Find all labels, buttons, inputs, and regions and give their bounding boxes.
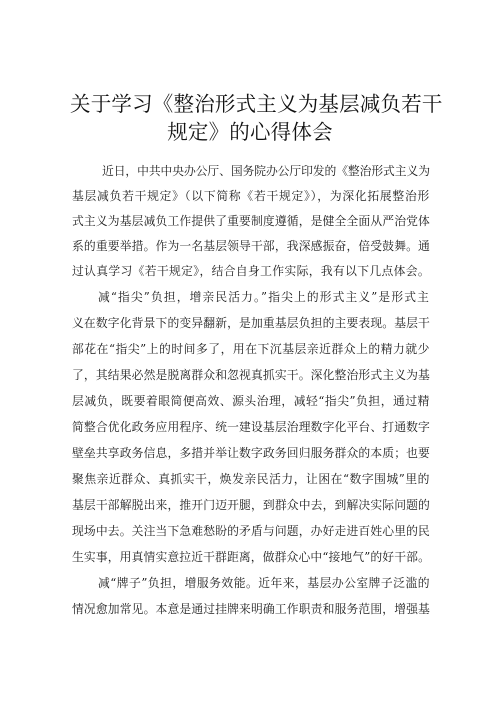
body-line: 式主义为基层减负工作提供了重要制度遵循，是健全全面从严治党体: [72, 214, 430, 228]
body-line: 减“指尖”负担，增亲民活力。”指尖上的形式主义”是形式主: [98, 290, 430, 304]
body-line: 基层干部解脱出来，推开门迈开腿，到群众中去，到解决实际问题的: [72, 498, 430, 512]
body-line: 过认真学习《若干规定》，结合自身工作实际，我有以下几点体会。: [72, 264, 430, 278]
body-line: 减“牌子”负担，增服务效能。近年来，基层办公室牌子泛滥的: [98, 576, 430, 590]
document-title-line-2: 规定》的心得体会: [167, 120, 333, 144]
body-line: 了，其结果必然是脱离群众和忽视真抓实干。深化整治形式主义为基: [72, 368, 430, 382]
body-line: 简整合优化政务应用程序、统一建设基层治理数字化平台、打通数字: [72, 420, 430, 434]
body-line: 近日，中共中央办公厅、国务院办公厅印发的《整治形式主义为: [102, 164, 430, 178]
body-line: 情况愈加常见。本意是通过挂牌来明确工作职责和服务范围，增强基: [72, 602, 430, 616]
body-line: 聚焦亲近群众、真抓实干，焕发亲民活力，让困在“数字围城”里的: [72, 472, 430, 486]
body-line: 现场中去。关注当下急难愁盼的矛盾与问题，办好走进百姓心里的民: [72, 524, 430, 538]
body-line: 系的重要举措。作为一名基层领导干部，我深感振奋，倍受鼓舞。通: [72, 239, 430, 253]
body-line: 基层减负若干规定》（以下简称《若干规定》），为深化拓展整治形: [72, 189, 430, 203]
body-line: 层减负，既要着眼简便高效、源头治理，减轻“指尖”负担，通过精: [72, 394, 430, 408]
document-title-line-1: 关于学习《整治形式主义为基层减负若干: [70, 92, 443, 116]
body-line: 壁垒共享政务信息，多措并举让数字政务回归服务群众的本质；也要: [72, 446, 430, 460]
body-line: 部花在“指尖”上的时间多了，用在下沉基层亲近群众上的精力就少: [72, 342, 430, 356]
body-line: 义在数字化背景下的变异翻新，是加重基层负担的主要表现。基层干: [72, 316, 430, 330]
body-line: 生实事，用真情实意拉近干群距离，做群众心中“接地气”的好干部。: [72, 550, 430, 564]
